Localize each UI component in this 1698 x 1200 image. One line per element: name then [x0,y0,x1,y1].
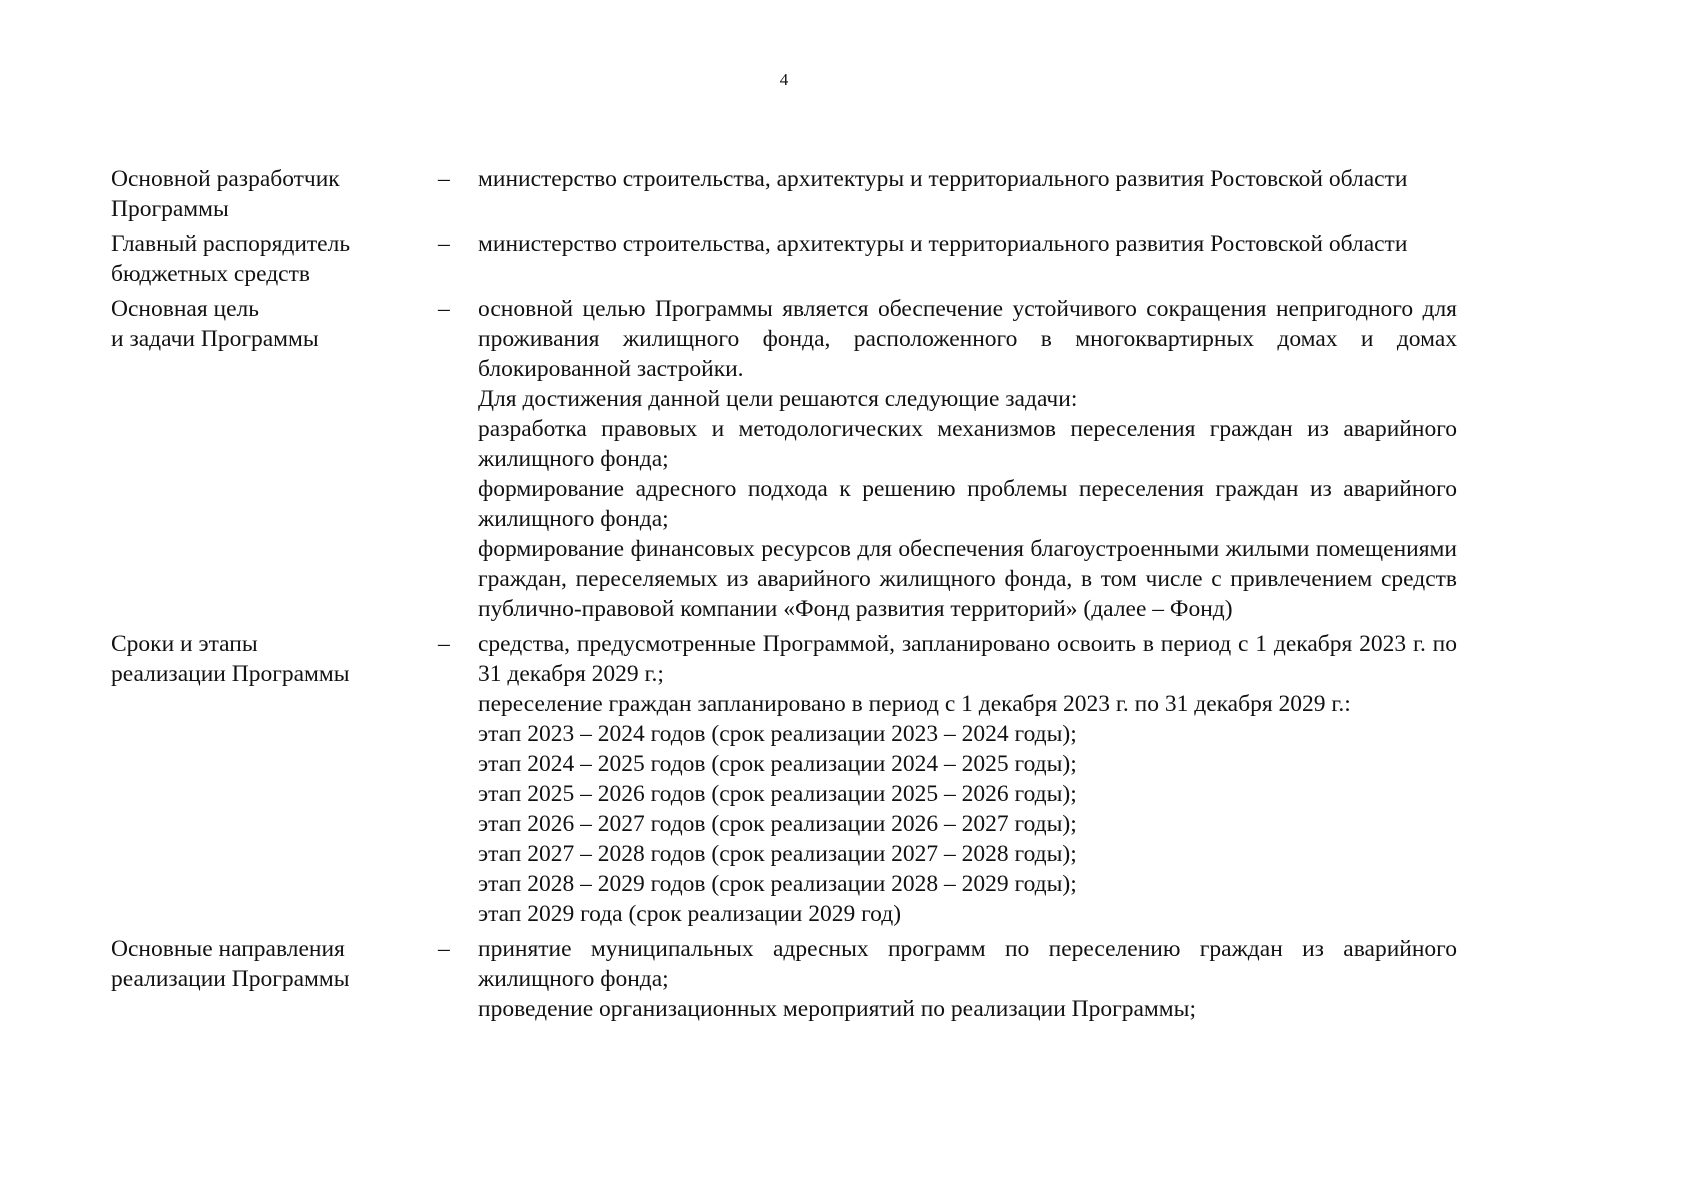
row-label [111,629,438,929]
value-paragraph: формирование адресного подхода к решению проблемы переселения граждан из аварийного жилищного фонда; [478,476,1457,532]
row-value [478,629,1457,929]
value-paragraph: основной целью Программы является обеспечение устойчивого сокращения непригодного для проживания жилищного фонда, расположенного в многоквартирных домах и домах блокированной застройки. [478,296,1457,382]
stage-line: этап 2026 – 2027 годов (срок реализации 2026 – 2027 годы); [478,811,1077,837]
row-label-line: бюджетных средств [111,261,310,287]
passport-row-goal-and-tasks [111,294,1457,624]
row-label [111,294,438,624]
row-label-line: Основные направления [111,936,345,962]
row-value [478,164,1457,224]
value-paragraph: переселение граждан запланировано в период с 1 декабря 2023 г. по 31 декабря 2029 г.: [478,691,1351,717]
stage-line: этап 2029 года (срок реализации 2029 год) [478,901,902,927]
row-label-line: Основной разработчик [111,166,340,192]
row-label-line: и задачи Программы [111,326,319,352]
stage-line: этап 2028 – 2029 годов (срок реализации 2028 – 2029 годы); [478,871,1077,897]
stage-line: этап 2027 – 2028 годов (срок реализации 2027 – 2028 годы); [478,841,1077,867]
row-label-line: Основная цель [111,296,259,322]
row-label [111,229,438,289]
row-dash: – [438,631,450,657]
passport-row-budget-manager [111,229,1457,289]
passport-row-main-directions [111,934,1457,1024]
row-dash: – [438,936,450,962]
row-dash: – [438,231,450,257]
value-paragraph: Для достижения данной цели решаются следующие задачи: [478,386,1078,412]
page-number: 4 [779,70,789,89]
row-label-line: Главный распорядитель [111,231,351,257]
row-label-line: Программы [111,196,229,222]
row-value [478,934,1457,1024]
row-dash: – [438,166,450,192]
value-paragraph: министерство строительства, архитектуры и территориального развития Ростовской области [478,166,1408,192]
stage-line: этап 2025 – 2026 годов (срок реализации 2025 – 2026 годы); [478,781,1077,807]
value-paragraph: формирование финансовых ресурсов для обеспечения благоустроенными жилыми помещениями граждан, переселяемых из аварийного жилищного фонда, в том числе с привлечением средств публично-правовой компании «Фонд развития территорий» (далее – Фонд) [478,536,1457,622]
program-passport [111,164,1457,1029]
row-label [111,934,438,1024]
passport-row-developer [111,164,1457,224]
row-label-line: Сроки и этапы [111,631,258,657]
value-paragraph: проведение организационных мероприятий по реализации Программы; [478,996,1196,1022]
row-label-line: реализации Программы [111,661,350,687]
value-paragraph: разработка правовых и методологических механизмов переселения граждан из аварийного жилищного фонда; [478,416,1457,472]
row-dash: – [438,296,450,322]
value-paragraph: министерство строительства, архитектуры и территориального развития Ростовской области [478,231,1408,257]
stage-line: этап 2023 – 2024 годов (срок реализации 2023 – 2024 годы); [478,721,1077,747]
row-label-line: реализации Программы [111,966,350,992]
value-paragraph: средства, предусмотренные Программой, запланировано освоить в период с 1 декабря 2023 г. по 31 декабря 2029 г.; [478,631,1457,687]
row-value [478,229,1457,289]
value-paragraph: принятие муниципальных адресных программ по переселению граждан из аварийного жилищного фонда; [478,936,1457,992]
row-label [111,164,438,224]
passport-row-timing-and-stages [111,629,1457,929]
row-value [478,294,1457,624]
stage-line: этап 2024 – 2025 годов (срок реализации 2024 – 2025 годы); [478,751,1077,777]
